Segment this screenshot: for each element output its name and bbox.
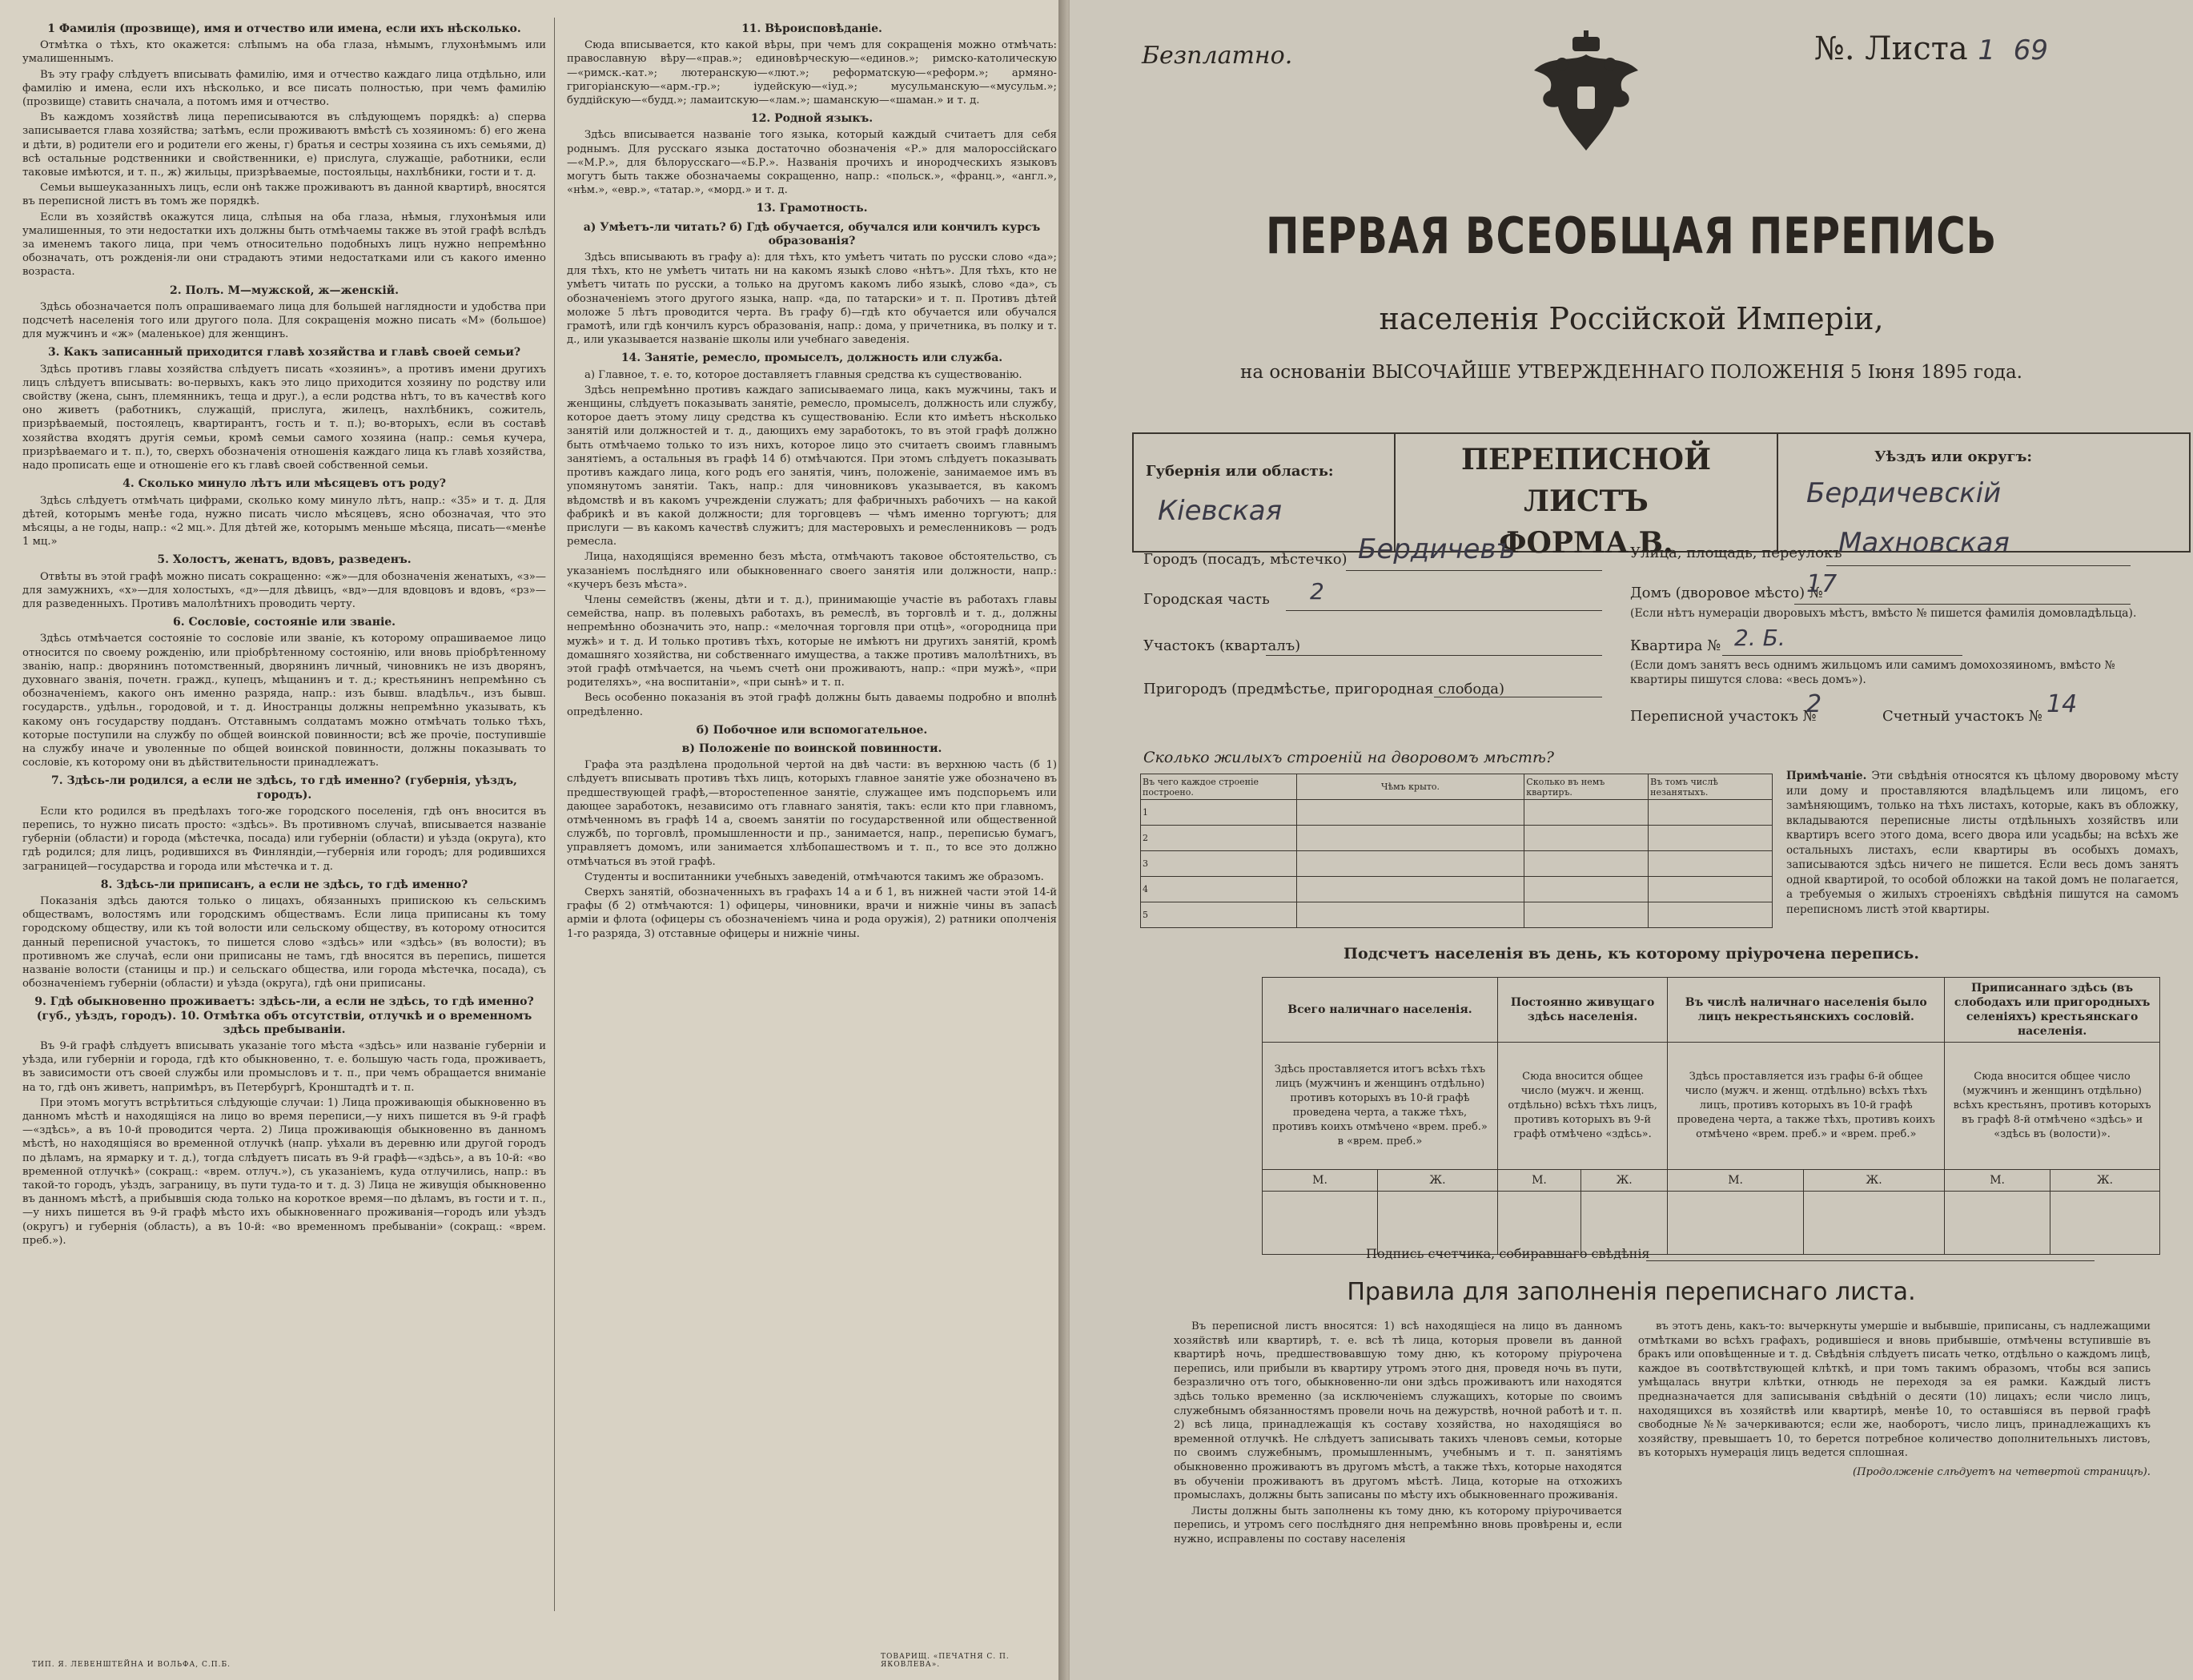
instruction-paragraph: Здѣсь отмѣчается состояніе то сословіе или званіе, къ которому опрашиваемое лицо относится по своему рожденію, или пріобрѣтенному состоянію, или вновь пріобрѣтенному званію, напр.: дворянинъ потомственный, дворянинъ личный, чиновникъ не изъ дворянъ, духовнаго званія, почетн. гражд., купецъ, мѣщанинъ и т. д.; крестьянинъ непремѣнно съ обозначеніемъ, какого онъ именно разряда, напр.: изъ бывш. владѣльч., изъ бывш. государств., удѣльн., городовой, и т. д. Иностранцы должны непремѣнно указывать, къ какому онъ государству подданъ. Отставнымъ солдатамъ можно отмѣчать только тѣхъ, которые поступили на службу по общей воинской повинности; всѣ же прочіе, поступившіе на службу иначе и уволенные по общей воинской повинности, должны показывать то сословіе, къ которому они въ дѣйствительности принадлежатъ. xyxy=(22,633,546,770)
instruction-paragraph: Здѣсь вписывають въ графу а): для тѣхъ, кто умѣетъ читать по русски слово «да»; для тѣхъ, кто не умѣетъ читать ни на какомъ языкѣ слово «нѣтъ». Для тѣхъ, кто не умѣетъ читать по русски, а только на другомъ какомъ либо языкѣ, слово «да», съ обозначеніемъ этого другого языка, напр. «да, по татарски» и т. п. Противъ дѣтей моложе 5 лѣтъ проводится черта. Въ графу б)—гдѣ кто обучается или обучался грамотѣ, или гдѣ кончилъ курсъ образованія, напр.: дома, у причетника, въ полку и т. д., или указывается названіе школы или учебнаго заведенія. xyxy=(567,251,1057,347)
instruction-paragraph: Въ каждомъ хозяйствѣ лица переписываются въ слѣдующемъ порядкѣ: а) сперва записывается глава хозяйства; затѣмъ, если проживаютъ вмѣстѣ съ хозяиномъ: б) его жена и дѣти, в) родители его и родители его жены, г) братья и сестры хозяина съ ихъ семьями, д) всѣ остальные родственники и свойственники, е) прислуга, служащіе, работники, если таковые имѣются, и т. п., ж) жильцы, призрѣваемые, постояльцы, нахлѣбники, гости и т. д. xyxy=(22,111,546,179)
instruction-paragraph: Отмѣтка о тѣхъ, кто окажется: слѣпымъ на оба глаза, нѣмымъ, глухонѣмымъ или умалишеннымъ. xyxy=(22,39,546,66)
instruction-paragraph: Члены семействъ (жены, дѣти и т. д.), принимающіе участіе въ работахъ главы семейства, напр. въ полевыхъ работахъ, въ ремеслѣ, въ торговлѣ и т. д., должны непремѣнно обозначить это, напр.: «мелочная торговля при отцѣ», «огородница при мужѣ» и т. д. И только противъ тѣхъ, которые не имѣютъ ни другихъ занятій, кромѣ домашняго хозяйства, ни собственнаго имущества, а также противъ малолѣтнихъ, въ этой графѣ отмѣчается, на чьемъ счетѣ они проживаютъ, напр.: «при мужѣ», «при родителяхъ», «на воспитаніи», «при сынѣ» и т. п. xyxy=(567,593,1057,689)
street-label: Улица, площадь, переулокъ xyxy=(1630,545,1842,561)
pt-desc: Здѣсь проставляется итогъ всѣхъ тѣхъ лицъ (мужчинъ и женщинъ отдѣльно) противъ которыхъ въ 10-й графѣ проведена черта, а также тѣхъ, противъ коихъ отмѣчено «врем. преб.» в «врем. преб.» xyxy=(1263,1043,1498,1170)
pt-desc: Здѣсь проставляется изъ графы 6-й общее число (мужч. и женщ. отдѣльно) всѣхъ тѣхъ лицъ, противъ которыхъ въ 10-й графѣ проведена черта, а также тѣхъ, противъ коихъ отмѣчено «врем. преб.» и «врем. преб.» xyxy=(1668,1043,1945,1170)
free-label: Безплатно. xyxy=(1142,42,1293,70)
instructions-column-1 xyxy=(22,18,546,1680)
pt-header: Въ числѣ наличнаго населенія было лицъ некрестьянскихъ сословій. xyxy=(1668,978,1945,1043)
district-label: Участокъ (кварталъ) xyxy=(1143,637,1301,654)
instruction-paragraph: Студенты и воспитанники учебныхъ заведеній, отмѣчаются такимъ же образомъ. xyxy=(584,870,1044,883)
section-heading: 14. Занятіе, ремесло, промыселъ, должность или служба. xyxy=(621,352,1003,365)
section-heading: 7. Здѣсь-ли родился, а если не здѣсь, то гдѣ именно? (губернія, уѣздъ, городъ). xyxy=(51,774,517,802)
printer-imprint-right: ТОВАРИЩ. «ПЕЧАТНЯ С. П. ЯКОВЛЕВА». xyxy=(881,1653,1010,1669)
suburb-label: Пригородъ (предмѣстье, пригородная слобода) xyxy=(1143,681,1505,697)
instruction-paragraph: Сюда вписывается, кто какой вѣры, при чемъ для сокращенія можно отмѣчать: православную вѣру—«прав.»; единовѣрческую—«единов.»; римско-католическую—«римск.-кат.»; лютеранскую—«лют.»; реформатскую—«реформ.»; армяно-григоріанскую—«арм.-гр.»; іудейскую—«іуд.»; мусульманскую—«мусульм.»; буддійскую—«будд.»; ламаитскую—«лам.»; шаманскую—«шаман.» и т. д. xyxy=(567,39,1057,107)
instruction-paragraph: Здѣсь противъ главы хозяйства слѣдуетъ писать «хозяинъ», а противъ имени другихъ лицъ слѣдуетъ вписывать: во-первыхъ, какъ это лицо приходится хозяину по родству или свойству (жена, сынъ, племянникъ, теща и друг.), а если родства нѣтъ, то въ качествѣ кого оно живетъ (работникъ, служащій, прислуга, жилецъ, нахлѣбникъ, сожитель, призрѣваемый, постоялецъ, квартирантъ, гость и т. п.); во-вторыхъ, если въ составѣ хозяйства входятъ другія семьи, кромѣ семьи самого хозяина (напр.: семья кучера, призрѣваемаго и т. п.), то, сверхъ обозначенія отношенія каждаго лица къ главѣ хозяйства, надо прописать еще и отношеніе его къ главѣ своей собственной семьи. xyxy=(22,363,546,472)
section-heading: 5. Холостъ, женатъ, вдовъ, разведенъ. xyxy=(157,553,412,567)
instruction-paragraph: Лица, находящіяся временно безъ мѣста, отмѣчаютъ таковое обстоятельство, съ указаніемъ послѣдняго или обыкновеннаго своего занятія или должности, напр.: «кучеръ безъ мѣста». xyxy=(567,551,1057,591)
census-district-label: Переписной участокъ № xyxy=(1630,708,1817,725)
instruction-paragraph: Если въ хозяйствѣ окажутся лица, слѣпыя на оба глаза, нѣмыя, глухонѣмыя или умалишенныя, то эти недостатки ихъ должны быть отмѣчаемы также въ этой графѣ вслѣдъ за именемъ такого лица, при чемъ относительно подобныхъ лицъ нужно непремѣнно обозначать, отъ рожденія-ли они страдаютъ этими недостатками или съ какого именно возраста. xyxy=(22,211,546,279)
count-district-label: Счетный участокъ № xyxy=(1882,708,2042,725)
instruction-paragraph: Графа эта раздѣлена продольной чертой на двѣ части: въ верхнюю часть (б 1) слѣдуетъ вписывать противъ тѣхъ лицъ, которыхъ главное занятіе уже обозначено въ предшествующей графѣ,—второстепенное занятіе, служащее имъ подспорьемъ или дающее заработокъ, независимо отъ главнаго занятія, такъ: если кто при главномъ, отмѣченномъ въ графѣ 14 а, своемъ занятіи по государственной или общественной службѣ, по торговлѣ, промышленности и пр., занимается, напр., переписью бумагъ, управляетъ домомъ, или занимается хлѣбопашествомъ и т. п., то все это должно отмѣчаться въ этой графѣ. xyxy=(567,759,1057,868)
pt-female: Ж. xyxy=(1803,1170,1944,1192)
sheet-number: №. Листа 1 69 xyxy=(1814,30,2049,67)
instruction-paragraph: Отвѣты въ этой графѣ можно писать сокращенно: «ж»—для обозначенія женатыхъ, «з»—для замужнихъ, «х»—для холостыхъ, «д»—для дѣвицъ, «вд»—для вдовцовъ и вдовъ, «рз»—для разведенныхъ. Противъ малолѣтнихъ проводить черту. xyxy=(22,570,546,610)
pt-male: М. xyxy=(1263,1170,1378,1192)
count-district-value: 14 xyxy=(2046,690,2078,718)
city-label: Городъ (посадъ, мѣстечко) xyxy=(1143,551,1348,568)
pt-male: М. xyxy=(1668,1170,1804,1192)
pt-header: Всего наличнаго населенія. xyxy=(1263,978,1498,1043)
pt-desc: Сюда вносится общее число (мужч. и женщ. отдѣльно) всѣхъ тѣхъ лицъ, противъ которыхъ въ 9-й графѣ отмѣчено «здѣсь». xyxy=(1497,1043,1667,1170)
house-underline xyxy=(1794,604,2131,605)
rules-column-2: въ этотъ день, какъ-то: вычеркнуты умершіе и выбывшіе, приписаны, съ надлежащими отмѣтками во всѣхъ графахъ, родившіеся и вновь прибывшіе, отмѣчены вступившіе въ бракъ или оповѣщенные и т. д. Свѣдѣнія слѣдуетъ писать четко, отдѣльно о каждомъ лицѣ, каждое въ соотвѣтствующей клѣткѣ, и при томъ такимъ образомъ, чтобы вся запись умѣщалась внутри клѣтки, отнюдь не переходя за ея рамки. Каждый листъ предназначается для записыванія свѣдѣній о десяти (10) лицахъ; если число лицъ, находящихся въ хозяйствѣ или квартирѣ, менѣе 10, то оставшіяся въ первой графѣ свободные №№ зачеркиваются; если же, наоборотъ, число лицъ, принадлежащихъ къ хозяйству, превышаетъ 10, то берется потребное количество дополнительныхъ листовъ, въ которыхъ нумерація лицъ ведется сплошная. (Продолженіе слѣдуетъ на четвертой страницѣ). xyxy=(1638,1320,2151,1478)
section-heading: 2. Полъ. М—мужской, ж—женскій. xyxy=(170,283,399,297)
instruction-paragraph: Здѣсь непремѣнно противъ каждаго записываемаго лица, какъ мужчины, такъ и женщины, слѣдуетъ показывать занятіе, ремесло, промыселъ, должность или службу, которое даетъ этому лицу средства къ существованію. Если кто имѣетъ нѣсколько занятій или должностей и т. д., дающихъ ему заработокъ, то въ этой графѣ должно быть отмѣчаемо только то изъ нихъ, которое лицо это считаетъ своимъ главнымъ занятіемъ, а остальныя въ графѣ 14 б) отмѣчаются. При этомъ слѣдуетъ показывать противъ каждаго лица, кого родъ его занятія, чинъ, положеніе, занимаемое имъ въ упомянутомъ занятіи. Такъ, напр.: для чиновниковъ указывается, въ какомъ вѣдомствѣ и въ какомъ учрежденіи служатъ; для фабричныхъ рабочихъ — на какой фабрикѣ и въ какой должности; для торговцевъ — чѣмъ именно торгуютъ; для прислуги — въ какомъ качествѣ служитъ; для мастеровыхъ и ремесленниковъ — родъ ремесла. xyxy=(567,384,1057,549)
house-label: Домъ (дворовое мѣсто) № xyxy=(1630,585,1823,601)
apartment-note: (Если домъ занятъ весь однимъ жильцомъ или самимъ домохозяиномъ, вмѣсто № квартиры пишутся слова: «весь домъ»). xyxy=(1630,659,2115,686)
pt-header: Постоянно живущаго здѣсь населенія. xyxy=(1497,978,1667,1043)
census-district-value: 2 xyxy=(1806,690,1822,718)
section-heading: 9. Гдѣ обыкновенно проживаетъ: здѣсь-ли, а если не здѣсь, то гдѣ именно? (губ., уѣздъ, городъ). 10. Отмѣтка объ отсутствіи, отлучкѣ и о временномъ здѣсь пребываніи. xyxy=(34,995,534,1036)
bt-row-num: 3 xyxy=(1141,851,1297,877)
section-heading: в) Положеніе по воинской повинности. xyxy=(681,742,942,755)
section-heading: б) Побочное или вспомогательное. xyxy=(696,723,928,737)
signature-label: Подпись счетчика, собиравшаго свѣдѣнія xyxy=(1366,1246,1650,1261)
section-heading: 12. Родной языкъ. xyxy=(750,112,874,126)
apartment-label: Квартира № xyxy=(1630,637,1721,654)
city-part-underline xyxy=(1286,610,1602,611)
house-note: (Если нѣтъ нумераціи дворовыхъ мѣстъ, вмѣсто № пишется фамилія домовладѣльца). xyxy=(1630,607,2137,620)
form-title: ПЕРЕПИСНОЙ ЛИСТЪ ФОРМА В. xyxy=(1461,443,1711,560)
population-count-title: Подсчетъ населенія въ день, къ которому пріурочена перепись. xyxy=(1344,945,1919,963)
street-value: Махновская xyxy=(1838,527,2010,559)
city-part-value: 2 xyxy=(1310,578,1324,605)
uezd-label: Уѣздъ или округъ: xyxy=(1874,448,2033,465)
section-heading: 1 Фамилія (прозвище), имя и отчество или имена, если ихъ нѣсколько. xyxy=(47,22,521,35)
left-page xyxy=(0,0,1070,1680)
rules-column-1: Въ переписной листъ вносятся: 1) всѣ находящіеся на лицо въ данномъ хозяйствѣ или квартирѣ, т. е. всѣ тѣ лица, которыя провели въ данной квартирѣ ночь, предшествовавшую тому дню, къ которому пріурочена перепись, или прибыли въ квартиру утромъ этого дня, проведя ночь въ пути, безразлично отъ того, обыкновенно-ли они здѣсь проживаютъ или находятся здѣсь только временно (за исключеніемъ служащихъ, которые по своимъ служебнымъ обязанностямъ провели ночь на дежурствѣ, ночной работѣ и т. п. 2) всѣ лица, принадлежащія къ составу хозяйства, но находящіяся во временной отлучкѣ. Не слѣдуетъ записывать такихъ членовъ семьи, которые по своимъ служебнымъ, промышленнымъ, учебнымъ и т. п. занятіямъ обыкновенно проживаютъ въ другомъ мѣстѣ, а также тѣхъ, которые находятся въ обученіи проживаютъ въ другомъ мѣстѣ. Лица, которые на отхожихъ промыслахъ, должны быть записаны по мѣсту ихъ обыкновеннаго проживанія. Листы должны быть заполнены къ тому дню, къ которому пріурочивается перепись, и утромъ сего послѣдняго дня непремѣнно вновь провѣрены и, если нужно, исправлены по составу населенія xyxy=(1174,1320,1622,1545)
section-heading: 13. Грамотность. xyxy=(756,202,868,215)
census-title: ПЕРВАЯ ВСЕОБЩАЯ ПЕРЕПИСЬ xyxy=(1265,207,1998,265)
signature-line xyxy=(1646,1260,2095,1261)
city-value: Бердичевъ xyxy=(1358,533,1516,565)
instruction-paragraph: Семьи вышеуказанныхъ лицъ, если онѣ также проживаютъ въ данной квартирѣ, вносятся въ переписной листъ въ томъ же порядкѣ. xyxy=(22,182,546,208)
instruction-paragraph: Здѣсь вписывается названіе того языка, который каждый считаетъ для себя роднымъ. Для русскаго языка достаточно обозначенія «Р.» для малороссійскаго—«М.Р.», для бѣлорусскаго—«Б.Р.». Названія прочихъ и инородческихъ языковъ могутъ быть также обозначаемы сокращенно, напр.: «польск.», «франц.», «англ.», «нѣм.», «евр.», «татар.», «морд.» и т. д. xyxy=(567,129,1057,197)
bt-header: Въ томъ числѣ незанятыхъ. xyxy=(1649,774,1773,800)
sheet-number-hand: 1 xyxy=(1978,34,1996,66)
column-divider xyxy=(554,18,555,1611)
buildings-note: Примѣчаніе. Эти свѣдѣнія относятся къ цѣлому дворовому мѣсту или дому и проставляются владѣльцемъ или лицомъ, его замѣняющимъ, только на тѣхъ листахъ, которые, какъ въ обложку, вкладываются переписные листы отдѣльныхъ хозяйствъ или квартиръ всего этого дома, всего двора или усадьбы; на всѣхъ же остальныхъ листахъ, если квартиры въ особыхъ домахъ, записываются здѣсь ничего не пишется. Если весь домъ занятъ одной квартирой, то особой обложки на такой домъ не полагается, а требуемыя о жилыхъ строеніяхъ свѣдѣнія пишутся на самомъ переписномъ листѣ этой квартиры. xyxy=(1786,770,2179,916)
section-heading: 11. Вѣроисповѣданіе. xyxy=(741,22,882,35)
right-page xyxy=(1070,0,2193,1680)
printer-imprint-left: ТИП. Я. ЛЕВЕНШТЕЙНА И ВОЛЬФА, С.П.Б. xyxy=(32,1661,231,1669)
pt-male: М. xyxy=(1945,1170,2050,1192)
double-headed-eagle-crest-icon xyxy=(1526,30,1646,159)
street-underline xyxy=(1826,565,2131,566)
instruction-paragraph: Здѣсь слѣдуетъ отмѣчать цифрами, сколько кому минуло лѣтъ, напр.: «35» и т. д. Для дѣтей, которымъ менѣе года, нужно писать число мѣсяцевъ, ясно обозначая, что это мѣсяцы, а не годы, напр.: «2 мц.». Для дѣтей же, которымъ меньше мѣсяца, писать—«менѣе 1 мц.» xyxy=(22,494,546,549)
instructions-column-2 xyxy=(567,18,1057,1680)
rules-title: Правила для заполненія переписнаго листа. xyxy=(1347,1278,1916,1306)
guberniya-value: Кіевская xyxy=(1158,495,1283,527)
bt-row-num: 1 xyxy=(1141,800,1297,826)
instruction-paragraph: Въ эту графу слѣдуетъ вписывать фамилію, имя и отчество каждаго лица отдѣльно, или фамилію и имена, если ихъ нѣсколько, и все писать полностью, при чемъ фамилію (прозвище) ставить сначала, а потомъ имя и отчество. xyxy=(22,68,546,109)
city-underline xyxy=(1346,570,1602,571)
bt-row-num: 2 xyxy=(1141,826,1297,851)
instruction-paragraph: Въ 9-й графѣ слѣдуетъ вписывать указаніе того мѣста «здѣсь» или названіе губерніи и уѣзда, или губерніи и города, гдѣ кто обыкновенно, т. е. большую часть года, проживаетъ, въ зависимости отъ своей службы или промысловъ и т. п., при чемъ обращается вниманіе на то, гдѣ онъ живетъ, напримѣръ, въ Петербургѣ, Кронштадтѣ и т. п. xyxy=(22,1040,546,1094)
section-heading: 8. Здѣсь-ли приписанъ, а если не здѣсь, то гдѣ именно? xyxy=(100,878,468,891)
instruction-paragraph: Показанія здѣсь даются только о лицахъ, обязанныхъ припискою къ сельскимъ обществамъ, волостямъ или городскимъ обществамъ. Если лица приписаны къ тому городскому обществу, или къ той волости или сельскому обществу, въ которому относится данный переписной участокъ, то пишется слово «здѣсь» или «здѣсь» (въ волости); въ противномъ же случаѣ, если они приписаны не тамъ, гдѣ вносятся въ перепись, пишется названіе волости (станицы и пр.) и сельскаго общества, или города мѣстечка, посада), съ обозначеніемъ губерніи (области) и уѣзда (округа), гдѣ они приписаны. xyxy=(22,894,546,991)
guberniya-label: Губернія или область: xyxy=(1146,463,1334,480)
population-count-table xyxy=(1262,977,2160,1255)
section-heading: 4. Сколько минуло лѣтъ или мѣсяцевъ отъ роду? xyxy=(123,477,446,491)
instruction-paragraph: Сверхъ занятій, обозначенныхъ въ графахъ 14 а и б 1, въ нижней части этой 14-й графы (б 2) отмѣчаются: 1) офицеры, чиновники, врачи и нижніе чины въ запасѣ арміи и флота (офицеры съ обозначеніемъ чина и рода оружія), 2) ратники ополченія 1-го разряда, 3) отставные офицеры и нижніе чины. xyxy=(567,886,1057,940)
instruction-paragraph: Весь особенно показанія въ этой графѣ должны быть даваемы подробно и вполнѣ опредѣленно. xyxy=(567,692,1057,718)
instruction-paragraph: Если кто родился въ предѣлахъ того-же городского поселенія, гдѣ онъ вносится въ перепись, то нужно писать просто: «здѣсь». Въ противномъ случаѣ, вписывается названіе губерніи (области) и города (мѣстечка, посада) или губерніи (области) и уѣзда (округа), кто гдѣ родился; для лицъ, родившихся въ Финляндіи,—губернія или городъ; для родившихся заграницей—государства и города или мѣстечка и т. д. xyxy=(22,805,546,873)
uezd-value: Бердичевскій xyxy=(1806,477,2002,509)
bt-header: Въ чего каждое строеніе построено. xyxy=(1141,774,1297,800)
house-value: 17 xyxy=(1806,570,1838,598)
pt-header: Приписаннаго здѣсь (въ слободахъ или пригородныхъ селеніяхъ) крестьянскаго населенія. xyxy=(1945,978,2160,1043)
bt-row-num: 4 xyxy=(1141,877,1297,902)
bt-row-num: 5 xyxy=(1141,902,1297,928)
buildings-table xyxy=(1140,774,1773,928)
apartment-underline xyxy=(1722,655,1962,656)
pt-female: Ж. xyxy=(1378,1170,1498,1192)
apartment-value: 2. Б. xyxy=(1734,625,1785,651)
pt-desc: Сюда вносится общее число (мужчинъ и женщинъ отдѣльно) всѣхъ крестьянъ, противъ которыхъ въ графѣ 8-й отмѣчено «здѣсь» и «здѣсь въ (волости)». xyxy=(1945,1043,2160,1170)
archive-page-number: 69 xyxy=(2013,34,2049,66)
pt-female: Ж. xyxy=(2050,1170,2160,1192)
instruction-paragraph: Здѣсь обозначается полъ опрашиваемаго лица для большей наглядности и удобства при подсчетѣ населенія того или другого пола. Для сокращенія можно писать «М» (большое) для мужчинъ и «ж» (маленькое) для женщинъ. xyxy=(22,300,546,341)
pt-female: Ж. xyxy=(1581,1170,1668,1192)
section-heading: а) Умѣетъ-ли читать? б) Гдѣ обучается, обучался или кончилъ курсъ образованія? xyxy=(583,220,1041,247)
pt-male: М. xyxy=(1497,1170,1580,1192)
instruction-paragraph: При этомъ могутъ встрѣтиться слѣдующіе случаи: 1) Лица проживающія обыкновенно въ данномъ мѣстѣ и находящіяся на лицо во время переписи,—у нихъ пишется въ 9-й графѣ—«здѣсь», а въ 10-й проводится черта. 2) Лица проживающія обыкновенно въ данномъ мѣстѣ, но находящіяся во временной отлучкѣ (напр. уѣхали въ деревню или другой городъ по дѣламъ, на ярмарку и т. д.), тогда слѣдуетъ писать въ 9-й графѣ—«здѣсь», а въ 10-й: «во временной отлучкѣ» (сокращ.: «врем. отлуч.»), съ указаніемъ, куда отлучились, напр.: въ такой-то городъ, уѣздъ, заграницу, въ пути тудa-то и т. д. 3) Лица не живущія обыкновенно въ данномъ мѣстѣ, а прибывшія сюда только на короткое время—по дѣламъ, въ гости и т. п.,—у нихъ пишется въ 9-й графѣ мѣсто ихъ обыкновеннаго проживанія—городъ или уѣздъ (округъ) и губернія (область), а въ 10-й: «во временномъ пребываніи» (сокращ.: «врем. преб.»). xyxy=(22,1096,546,1247)
section-heading: 3. Какъ записанный приходится главѣ хозяйства и главѣ своей семьи? xyxy=(47,346,521,360)
instruction-paragraph: а) Главное, т. е. то, которое доставляетъ главныя средства къ существованію. xyxy=(584,368,1022,381)
bt-header: Сколько въ немъ квартиръ. xyxy=(1524,774,1649,800)
section-heading: 6. Сословіе, состояніе или званіе. xyxy=(172,616,396,629)
bt-header: Чѣмъ крыто. xyxy=(1296,774,1524,800)
census-subtitle: населенія Россійской Имперіи, xyxy=(1379,301,1884,336)
city-part-label: Городская часть xyxy=(1143,591,1270,608)
buildings-question: Сколько жилыхъ строеній на дворовомъ мѣстѣ? xyxy=(1143,749,1554,766)
legal-basis: на основаніи ВЫСОЧАЙШЕ УТВЕРЖДЕННАГО ПОЛОЖЕНІЯ 5 Іюня 1895 года. xyxy=(1240,362,2022,383)
district-underline xyxy=(1266,655,1602,656)
